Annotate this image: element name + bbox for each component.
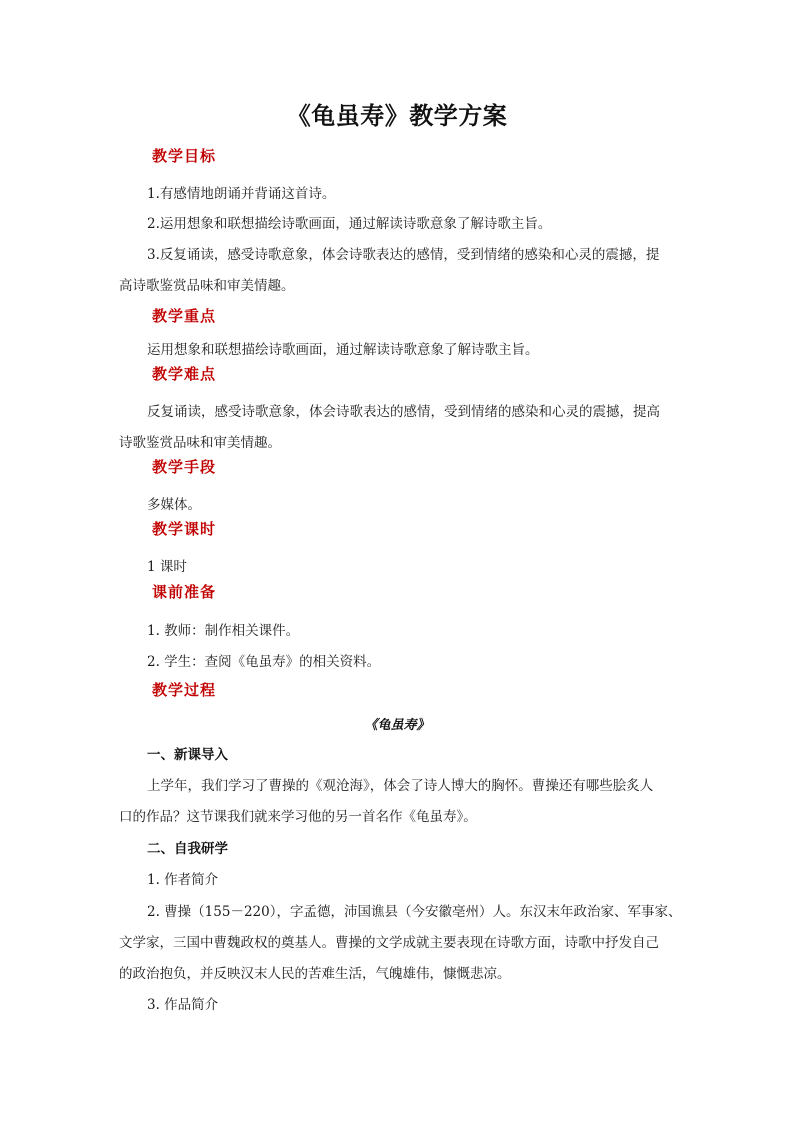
heading-preparation: 课前准备 — [152, 583, 217, 601]
goal-line-3-cont: 高诗歌鉴赏品味和审美情趣。 — [119, 278, 295, 294]
part2-line-4: 的政治抱负，并反映汉末人民的苦难生活，气魄雄伟，慷慨悲凉。 — [119, 966, 511, 982]
poem-title: 《龟虽寿》 — [364, 718, 430, 733]
preparation-line-1: 1. 教师：制作相关课件。 — [147, 623, 300, 639]
heading-class-periods: 教学课时 — [152, 520, 217, 538]
part2-title: 二、自我研学 — [147, 841, 228, 857]
heading-teaching-means: 教学手段 — [152, 458, 217, 476]
periods-line: 1 课时 — [147, 559, 187, 575]
goal-line-2: 2.运用想象和联想描绘诗歌画面，通过解读诗歌意象了解诗歌主旨。 — [147, 216, 552, 232]
part2-line-2: 2. 曹操（155－220），字孟德，沛国谯县（今安徽亳州）人。东汉末年政治家、军事家、 — [147, 904, 682, 920]
key-point-line: 运用想象和联想描绘诗歌画面，通过解读诗歌意象了解诗歌主旨。 — [147, 342, 539, 358]
document-title: 《龟虽寿》教学方案 — [286, 101, 508, 130]
means-line: 多媒体。 — [147, 497, 201, 513]
part1-line-2: 口的作品？这节课我们就来学习他的另一首名作《龟虽寿》。 — [119, 809, 477, 825]
heading-teaching-process: 教学过程 — [152, 681, 217, 699]
heading-teaching-goals: 教学目标 — [152, 147, 217, 165]
goal-line-3: 3.反复诵读，感受诗歌意象，体会诗歌表达的感情，受到情绪的感染和心灵的震撼，提 — [147, 247, 660, 263]
preparation-line-2: 2. 学生：查阅《龟虽寿》的相关资料。 — [147, 654, 381, 670]
part2-line-3: 文学家，三国中曹魏政权的奠基人。曹操的文学成就主要表现在诗歌方面，诗歌中抒发自己 — [119, 935, 659, 951]
difficulty-line-2: 诗歌鉴赏品味和审美情趣。 — [119, 435, 281, 451]
part1-line-1: 上学年，我们学习了曹操的《观沧海》，体会了诗人博大的胸怀。曹操还有哪些脍炙人 — [147, 778, 654, 794]
part2-line-5: 3. 作品简介 — [147, 997, 219, 1013]
heading-key-points: 教学重点 — [152, 307, 217, 325]
part1-title: 一、新课导入 — [147, 747, 228, 763]
goal-line-1: 1.有感情地朗诵并背诵这首诗。 — [147, 186, 336, 202]
heading-difficulties: 教学难点 — [152, 365, 217, 383]
difficulty-line-1: 反复诵读，感受诗歌意象，体会诗歌表达的感情，受到情绪的感染和心灵的震撼，提高 — [147, 404, 660, 420]
part2-line-1: 1. 作者简介 — [147, 872, 219, 888]
